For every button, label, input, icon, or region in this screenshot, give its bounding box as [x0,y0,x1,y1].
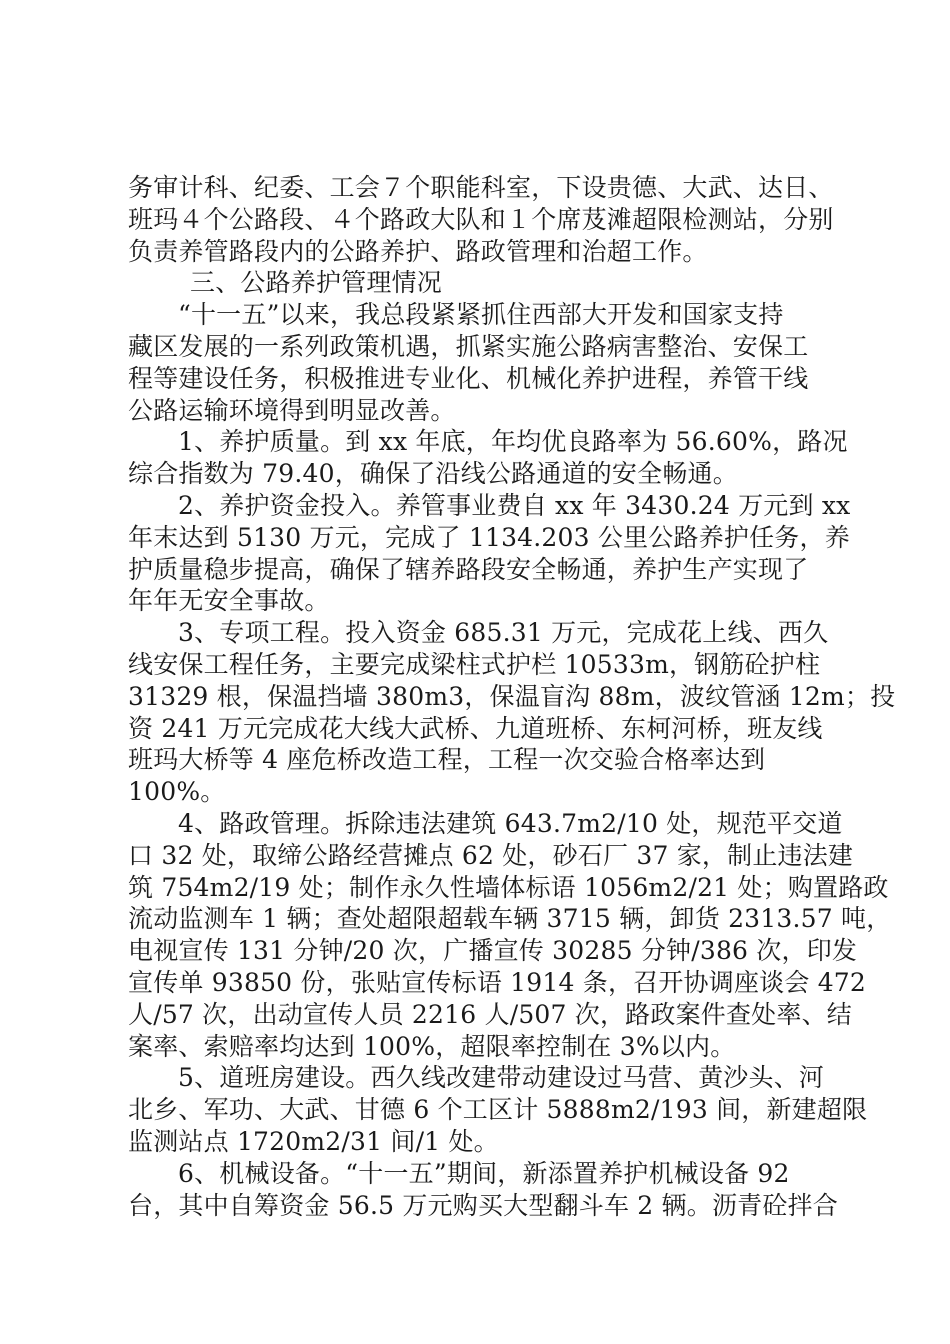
text-line: 监测站点 1720m2/31 间/1 处。 [128,1126,499,1156]
document-body [128,172,896,1221]
text-line: 3、专项工程。投入资金 685.31 万元，完成花上线、西久 [178,618,829,648]
text-line: 线安保工程任务，主要完成梁柱式护栏 10533m，钢筋砼护柱 [128,649,821,679]
text-line: 筑 754m2/19 处；制作永久性墙体标语 1056m2/21 处；购置路政 [128,872,889,902]
text-line: 6、机械设备。“十一五”期间，新添置养护机械设备 92 [178,1158,790,1188]
text-line: 务审计科、纪委、工会７个职能科室，下设贵德、大武、达日、 [128,173,834,202]
text-line: 资 241 万元完成花大线大武桥、九道班桥、东柯河桥，班友线 [128,713,823,743]
text-line: 5、道班房建设。西久线改建带动建设过马营、黄沙头、河 [178,1063,825,1093]
text-line: 护质量稳步提高，确保了辖养路段安全畅通，养护生产实现了 [128,554,809,584]
text-line: 负责养管路段内的公路养护、路政管理和治超工作。 [128,236,708,266]
text-line: 公路运输环境得到明显改善。 [128,395,456,425]
text-line: 年年无安全事故。 [128,586,330,616]
text-line: “十一五”以来，我总段紧紧抓住西部大开发和国家支持 [178,300,784,330]
text-line: 2、养护资金投入。养管事业费自 xx 年 3430.24 万元到 xx [178,490,851,520]
text-line: 4、路政管理。拆除违法建筑 643.7m2/10 处，规范平交道 [178,808,843,838]
text-line: 1、养护质量。到 xx 年底，年均优良路率为 56.60%，路况 [178,427,848,457]
text-line: 藏区发展的一系列政策机遇，抓紧实施公路病害整治、安保工 [128,331,809,361]
text-line: 程等建设任务，积极推进专业化、机械化养护进程，养管干线 [128,363,809,393]
text-line: 电视宣传 131 分钟/20 次，广播宣传 30285 分钟/386 次，印发 [128,936,858,966]
text-line: 人/57 次，出动宣传人员 2216 人/507 次，路政案件查处率、结 [128,999,852,1029]
text-line: 班玛４个公路段、４个路政大队和１个席芨滩超限检测站，分别 [128,204,834,234]
text-line: 案率、索赔率均达到 100%，超限率控制在 3%以内。 [128,1031,736,1061]
text-line: 年末达到 5130 万元，完成了 1134.203 公里公路养护任务，养 [128,522,850,552]
text-line: 宣传单 93850 份，张贴宣传标语 1914 条，召开协调座谈会 472 [128,967,867,997]
text-line: 班玛大桥等 4 座危桥改造工程，工程一次交验合格率达到 [128,745,766,775]
text-line: 100%。 [128,777,226,807]
text-line: 流动监测车 1 辆；查处超限超载车辆 3715 辆，卸货 2313.57 吨， [128,904,892,934]
text-line: 31329 根，保温挡墙 380m3，保温盲沟 88m，波纹管涵 12m；投 [128,681,896,711]
text-line: 台，其中自筹资金 56.5 万元购买大型翻斗车 2 辆。沥青砼拌合 [128,1190,838,1220]
text-line: 北乡、军功、大武、甘德 6 个工区计 5888m2/193 间，新建超限 [128,1095,868,1125]
text-line: 口 32 处，取缔公路经营摊点 62 处，砂石厂 37 家，制止违法建 [128,840,854,870]
text-line: 综合指数为 79.40，确保了沿线公路通道的安全畅通。 [128,459,738,489]
section-heading: 三、公路养护管理情况 [190,268,443,298]
